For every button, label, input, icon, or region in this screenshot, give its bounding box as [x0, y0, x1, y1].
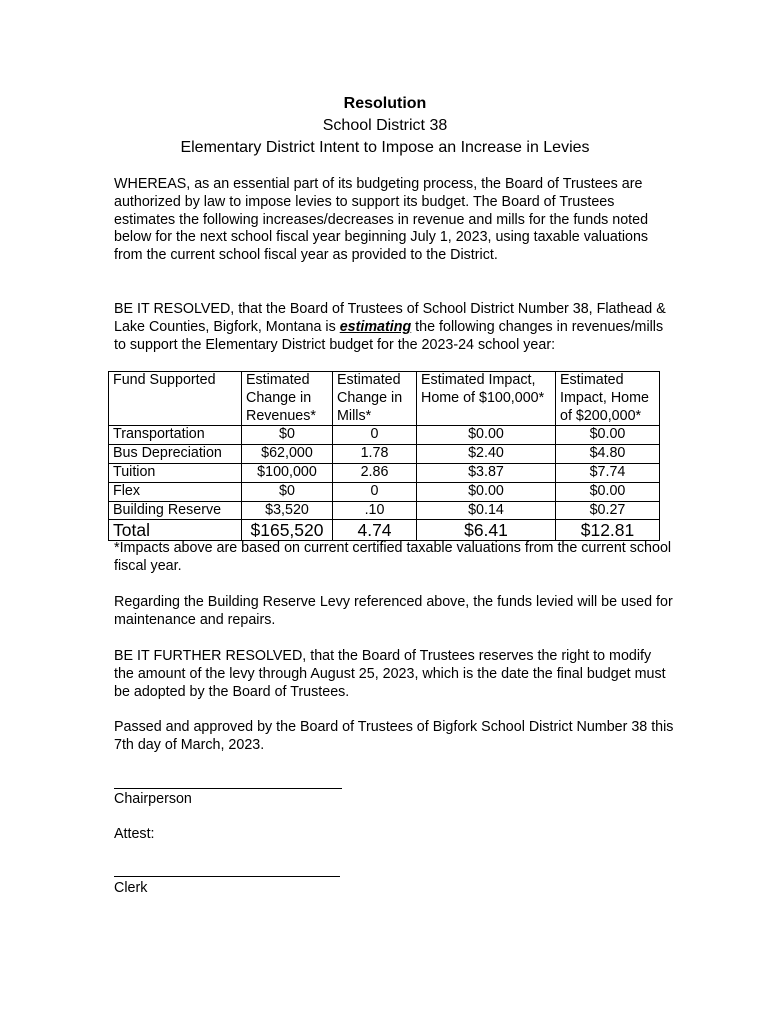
- revenue-change: $0: [242, 426, 333, 445]
- further-resolved-paragraph: BE IT FURTHER RESOLVED, that the Board of Trustees reserves the right to modify the amount of the levy through August 25, 2023, which is the date the final budget must be adopted by the Board of Trustees.: [114, 648, 666, 700]
- header-fund: Fund Supported: [109, 372, 242, 426]
- revenue-change: $3,520: [242, 501, 333, 520]
- impact-200k: $7.74: [556, 463, 660, 482]
- fund-name: Flex: [109, 482, 242, 501]
- fund-name: Bus Depreciation: [109, 445, 242, 464]
- impact-100k: $0.14: [417, 501, 556, 520]
- impact-100k: $2.40: [417, 445, 556, 464]
- impact-100k: $0.00: [417, 426, 556, 445]
- impact-200k: $0.27: [556, 501, 660, 520]
- mills-change: 0: [333, 482, 417, 501]
- resolved-text-start: BE IT RESOLVED, that the Board of Trustees of School District Number 38, Flathead & Lake Counties, Bigfork, Montana is: [114, 301, 666, 335]
- impact-200k: $0.00: [556, 482, 660, 501]
- table-row: [109, 501, 660, 520]
- fund-name: Tuition: [109, 463, 242, 482]
- table-row: [109, 445, 660, 464]
- building-reserve-note: Regarding the Building Reserve Levy referenced above, the funds levied will be used for maintenance and repairs.: [114, 594, 673, 628]
- impact-100k: $0.00: [417, 482, 556, 501]
- header-mills: Estimated Change in Mills*: [333, 372, 417, 426]
- table-row: [109, 482, 660, 501]
- district-name: School District 38: [322, 117, 448, 134]
- levy-table: [108, 371, 660, 541]
- fund-name: Building Reserve: [109, 501, 242, 520]
- chairperson-label: Chairperson: [114, 791, 192, 807]
- impact-100k: $3.87: [417, 463, 556, 482]
- total-impact-100k: $6.41: [417, 520, 556, 541]
- document-title: Resolution: [343, 95, 427, 112]
- mills-change: 1.78: [333, 445, 417, 464]
- header-revenue: Estimated Change in Revenues*: [242, 372, 333, 426]
- clerk-signature-line: [114, 876, 340, 877]
- header-impact-200k: Estimated Impact, Home of $200,000*: [556, 372, 660, 426]
- fund-name: Transportation: [109, 426, 242, 445]
- total-impact-200k: $12.81: [556, 520, 660, 541]
- resolved-emphasis: estimating: [339, 318, 412, 335]
- revenue-change: $100,000: [242, 463, 333, 482]
- table-total-row: [109, 520, 660, 541]
- header-impact-100k: Estimated Impact, Home of $100,000*: [417, 372, 556, 426]
- table-row: [109, 463, 660, 482]
- clerk-label: Clerk: [114, 880, 148, 896]
- mills-change: .10: [333, 501, 417, 520]
- table-row: [109, 426, 660, 445]
- impact-200k: $4.80: [556, 445, 660, 464]
- impact-200k: $0.00: [556, 426, 660, 445]
- resolved-text-end: the following changes in revenues/mills to support the Elementary District budget for the 2023-24 school year:: [114, 318, 664, 353]
- total-label: Total: [109, 520, 242, 541]
- mills-change: 0: [333, 426, 417, 445]
- chair-signature-line: [114, 788, 342, 789]
- total-revenue: $165,520: [242, 520, 333, 541]
- total-mills: 4.74: [333, 520, 417, 541]
- revenue-change: $0: [242, 482, 333, 501]
- passed-paragraph: Passed and approved by the Board of Trustees of Bigfork School District Number 38 this 7th day of March, 2023.: [114, 719, 674, 753]
- resolved-paragraph: [114, 301, 674, 354]
- attest-label: Attest:: [114, 826, 155, 842]
- document-subtitle: Elementary District Intent to Impose an Increase in Levies: [180, 139, 590, 156]
- mills-change: 2.86: [333, 463, 417, 482]
- footnote: *Impacts above are based on current certified taxable valuations from the current school fiscal year.: [114, 540, 672, 574]
- table-header-row: [109, 372, 660, 426]
- whereas-paragraph: WHEREAS, as an essential part of its budgeting process, the Board of Trustees are authorized by law to impose levies to support its budget. The Board of Trustees estimates the following increases/decreases in revenue and mills for the funds noted below for the next school fiscal year beginning July 1, 2023, using taxable valuations from the current school fiscal year as provided to the District.: [114, 176, 649, 264]
- revenue-change: $62,000: [242, 445, 333, 464]
